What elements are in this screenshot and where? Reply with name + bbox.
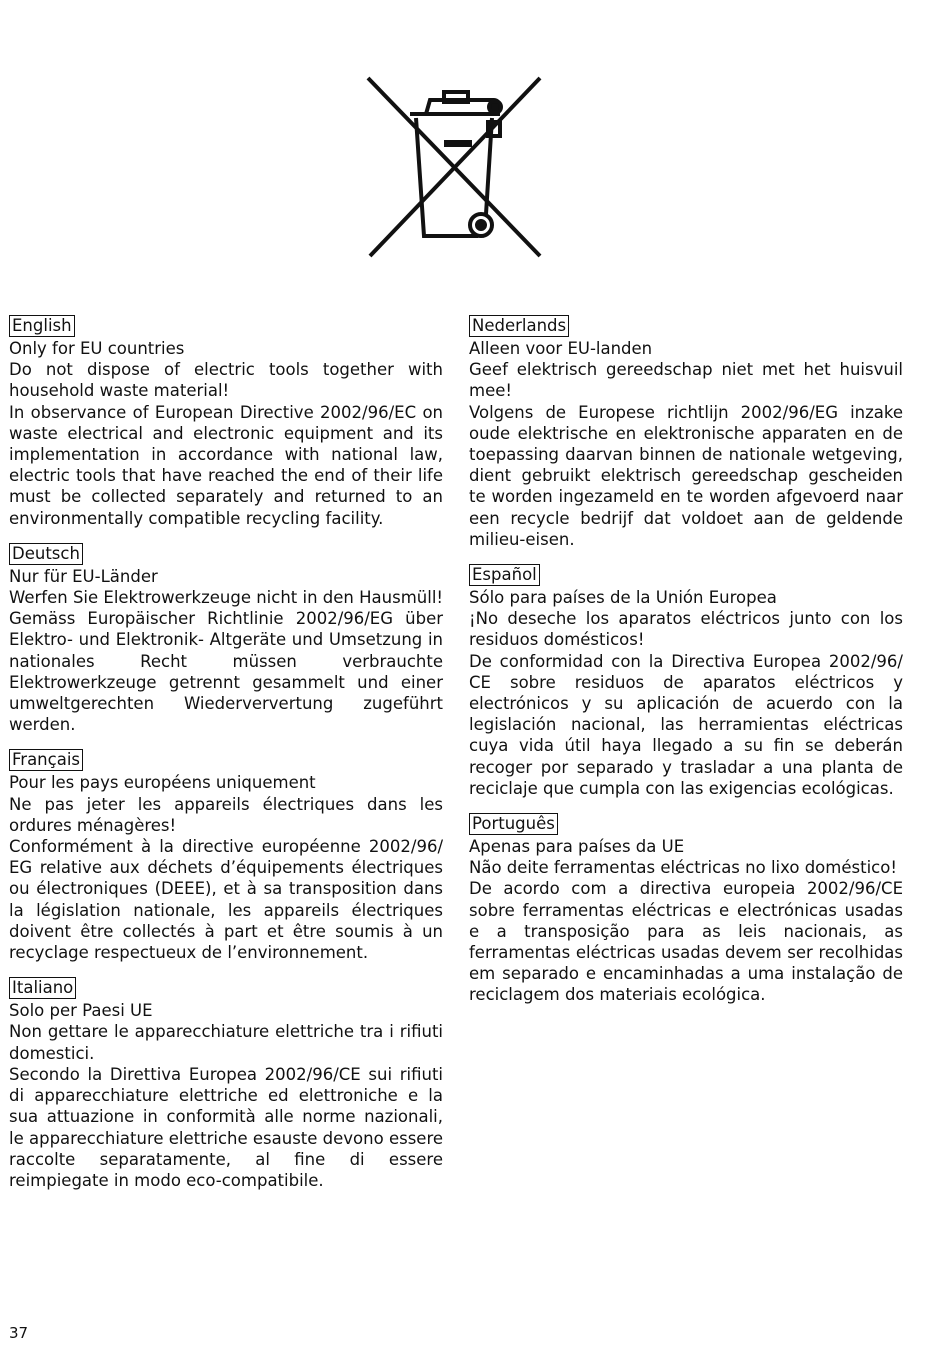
section-subtitle: Alleen voor EU-landen — [469, 339, 653, 358]
left-column — [9, 315, 443, 1191]
section-body: In observance of European Directive 2002/96/EC on waste electrical and electronic equipment and its implementation in accordance with national law, electric tools that have reached the end of their life must be collected separately and returned to an environmentally compatible recycling facility. — [9, 402, 443, 528]
section-subtitle: Apenas para países da UE — [469, 837, 685, 857]
section-body: Volgens de Europese richtlijn 2002/96/EG inzake oude elektrische en elektronische apparaten en de toepassing daarvan binnen de nationale wetgeving, dient gebruikt elektrisch gereedschap gescheiden te worden ingezameld en te worden afgevoerd naar een recycle bedrijf dat voldoet aan de geldende milieu-eisen. — [469, 402, 903, 549]
section-subtitle: Solo per Paesi UE — [9, 1001, 153, 1021]
section-warning: Non gettare le apparecchiature elettriche tra i rifiuti domestici. — [9, 1022, 443, 1063]
section-body: De acordo com a directiva europeia 2002/96/CE sobre ferramentas eléctricas e electrónicas usadas e a transposição para as leis nacionais, as ferramentas eléctricas usadas devem ser recolhidas em separado e encaminhadas a uma instalação de reciclagem dos materiais ecológica. — [469, 879, 903, 1005]
section-deutsch — [9, 543, 443, 736]
section-italiano — [9, 977, 443, 1191]
section-francais — [9, 749, 443, 963]
section-warning: Ne pas jeter les appareils électriques dans les ordures ménagères! — [9, 794, 443, 835]
language-label: Español — [469, 564, 540, 586]
language-label: Français — [9, 749, 83, 771]
language-label: Nederlands — [469, 315, 569, 337]
language-label: English — [9, 315, 75, 337]
section-subtitle: Nur für EU-Länder — [9, 566, 158, 586]
section-warning: Geef elektrisch gereedschap niet met het huisvuil mee! — [469, 360, 903, 401]
section-body: Conformément à la directive européenne 2002/96/ EG relative aux déchets d’équipements électriques ou électroniques (DEEE), et à sa transposition dans la législation nationale, les appareils électriques doivent être collectés à part et être soumis à un recyclage respectueux de l’environnement. — [9, 837, 443, 963]
page-number: 37 — [9, 1324, 29, 1342]
section-subtitle: Sólo para países de la Unión Europea — [469, 588, 777, 608]
section-warning: Do not dispose of electric tools together with household waste material! — [9, 360, 443, 401]
section-warning: Werfen Sie Elektrowerkzeuge nicht in den Hausmüll! — [9, 588, 444, 608]
right-column — [469, 315, 903, 1006]
crossed-out-wheelie-bin-icon — [364, 74, 546, 260]
section-espanol — [469, 564, 903, 799]
language-label: Italiano — [9, 977, 76, 999]
section-body: De conformidad con la Directiva Europea 2002/96/ CE sobre residuos de aparatos eléctricos y electrónicos y su aplicación de acuerdo con la legislación nacional, las herramientas eléctricas cuya vida útil haya llegado a su fin se deberán recoger por separado y trasladar a una planta de reciclaje que cumpla con las exigencias ecológicas. — [469, 651, 903, 798]
section-warning: Não deite ferramentas eléctricas no lixo doméstico! — [469, 858, 897, 878]
section-subtitle: Only for EU countries — [9, 339, 185, 358]
section-english — [9, 315, 443, 529]
section-body: Secondo la Direttiva Europea 2002/96/CE sui rifiuti di apparecchiature elettriche ed elettroniche e la sua attuazione in conformità alle norme nazionali, le apparecchiature elettriche esauste devono essere raccolte separatamente, al fine di essere reimpiegate in modo eco-compatibile. — [9, 1064, 444, 1190]
section-subtitle: Pour les pays européens uniquement — [9, 773, 316, 793]
language-label: Deutsch — [9, 543, 83, 565]
section-portugues — [469, 813, 903, 1006]
section-body: Gemäss Europäischer Richtlinie 2002/96/EG über Elektro- und Elektronik- Altgeräte und Umsetzung in nationales Recht müssen verbrauchte Elektrowerkzeuge getrennt gesammelt und einer umweltgerechten Wiederververtung zugeführt werden. — [9, 609, 443, 735]
section-warning: ¡No deseche los aparatos eléctricos junto con los residuos domésticos! — [469, 609, 903, 650]
section-nederlands — [469, 315, 903, 550]
language-label: Português — [469, 813, 558, 835]
